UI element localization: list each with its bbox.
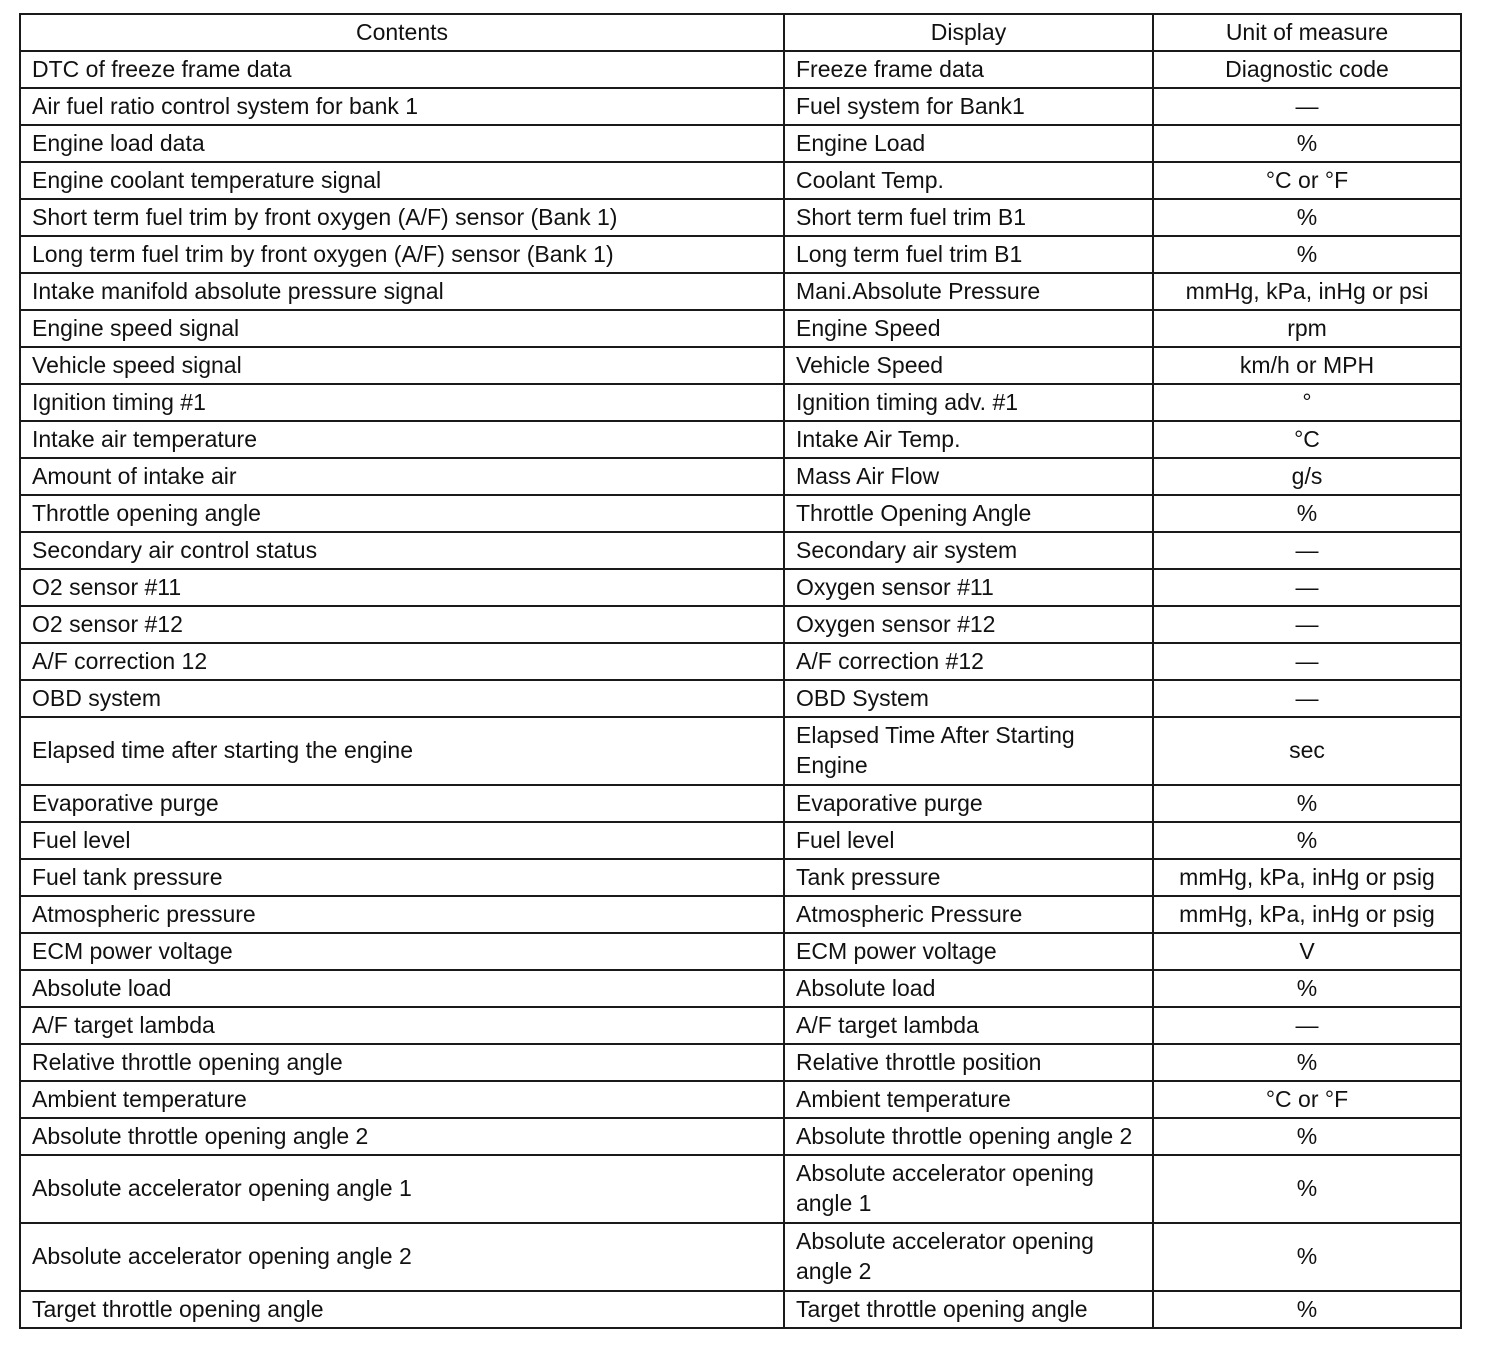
cell-contents: A/F correction 12 <box>20 643 784 680</box>
cell-unit: % <box>1153 1291 1461 1328</box>
table-row <box>20 273 1461 310</box>
cell-unit: rpm <box>1153 310 1461 347</box>
cell-unit: mmHg, kPa, inHg or psi <box>1153 273 1461 310</box>
cell-contents: Long term fuel trim by front oxygen (A/F) sensor (Bank 1) <box>20 236 784 273</box>
cell-display: OBD System <box>784 680 1153 717</box>
cell-unit: mmHg, kPa, inHg or psig <box>1153 859 1461 896</box>
cell-unit: % <box>1153 1044 1461 1081</box>
table-row <box>20 1007 1461 1044</box>
cell-unit: ° <box>1153 384 1461 421</box>
cell-display: Absolute load <box>784 970 1153 1007</box>
cell-contents: Absolute accelerator opening angle 2 <box>20 1223 784 1291</box>
cell-contents: A/F target lambda <box>20 1007 784 1044</box>
table-row <box>20 532 1461 569</box>
table-row <box>20 859 1461 896</box>
cell-display: ECM power voltage <box>784 933 1153 970</box>
cell-display: Coolant Temp. <box>784 162 1153 199</box>
cell-contents: O2 sensor #12 <box>20 606 784 643</box>
table-row <box>20 384 1461 421</box>
cell-unit: °C or °F <box>1153 162 1461 199</box>
cell-unit: sec <box>1153 717 1461 785</box>
cell-display: Ambient temperature <box>784 1081 1153 1118</box>
cell-unit: % <box>1153 1118 1461 1155</box>
cell-display: Engine Load <box>784 125 1153 162</box>
cell-contents: Engine load data <box>20 125 784 162</box>
table-row <box>20 1223 1461 1291</box>
cell-unit: % <box>1153 785 1461 822</box>
cell-contents: Secondary air control status <box>20 532 784 569</box>
cell-display: Fuel system for Bank1 <box>784 88 1153 125</box>
cell-display: Oxygen sensor #12 <box>784 606 1153 643</box>
cell-display: A/F target lambda <box>784 1007 1153 1044</box>
cell-contents: Evaporative purge <box>20 785 784 822</box>
table-row <box>20 970 1461 1007</box>
table-row <box>20 162 1461 199</box>
table-row <box>20 1155 1461 1223</box>
table-row <box>20 1044 1461 1081</box>
table-body <box>20 51 1461 1328</box>
cell-contents: Intake air temperature <box>20 421 784 458</box>
cell-display: Target throttle opening angle <box>784 1291 1153 1328</box>
cell-display: Throttle Opening Angle <box>784 495 1153 532</box>
cell-contents: Relative throttle opening angle <box>20 1044 784 1081</box>
table-row <box>20 1291 1461 1328</box>
header-display: Display <box>784 14 1153 51</box>
cell-contents: Absolute load <box>20 970 784 1007</box>
cell-contents: Amount of intake air <box>20 458 784 495</box>
cell-contents: Fuel tank pressure <box>20 859 784 896</box>
table-row <box>20 199 1461 236</box>
cell-unit: — <box>1153 643 1461 680</box>
freeze-frame-table <box>19 13 1462 1329</box>
cell-unit: % <box>1153 199 1461 236</box>
cell-unit: % <box>1153 125 1461 162</box>
cell-display: A/F correction #12 <box>784 643 1153 680</box>
cell-display: Absolute accelerator opening angle 1 <box>784 1155 1153 1223</box>
table-row <box>20 1118 1461 1155</box>
cell-unit: — <box>1153 680 1461 717</box>
cell-contents: Elapsed time after starting the engine <box>20 717 784 785</box>
table-row <box>20 458 1461 495</box>
cell-unit: % <box>1153 236 1461 273</box>
cell-display: Freeze frame data <box>784 51 1153 88</box>
cell-contents: Engine coolant temperature signal <box>20 162 784 199</box>
cell-display: Atmospheric Pressure <box>784 896 1153 933</box>
cell-display: Fuel level <box>784 822 1153 859</box>
cell-display: Absolute throttle opening angle 2 <box>784 1118 1153 1155</box>
cell-unit: — <box>1153 532 1461 569</box>
cell-unit: mmHg, kPa, inHg or psig <box>1153 896 1461 933</box>
table-row <box>20 822 1461 859</box>
cell-contents: Absolute accelerator opening angle 1 <box>20 1155 784 1223</box>
table-row <box>20 347 1461 384</box>
cell-display: Oxygen sensor #11 <box>784 569 1153 606</box>
header-unit: Unit of measure <box>1153 14 1461 51</box>
cell-display: Mani.Absolute Pressure <box>784 273 1153 310</box>
cell-display: Vehicle Speed <box>784 347 1153 384</box>
cell-contents: Engine speed signal <box>20 310 784 347</box>
cell-contents: OBD system <box>20 680 784 717</box>
cell-unit: % <box>1153 822 1461 859</box>
cell-unit: V <box>1153 933 1461 970</box>
table-row <box>20 51 1461 88</box>
table-row <box>20 495 1461 532</box>
table-row <box>20 125 1461 162</box>
table-row <box>20 606 1461 643</box>
table-row <box>20 785 1461 822</box>
table-row <box>20 421 1461 458</box>
cell-contents: Intake manifold absolute pressure signal <box>20 273 784 310</box>
table-row <box>20 236 1461 273</box>
table-row <box>20 933 1461 970</box>
header-row <box>20 14 1461 51</box>
cell-contents: Atmospheric pressure <box>20 896 784 933</box>
cell-unit: °C <box>1153 421 1461 458</box>
cell-contents: ECM power voltage <box>20 933 784 970</box>
cell-contents: Throttle opening angle <box>20 495 784 532</box>
table-row <box>20 569 1461 606</box>
cell-unit: km/h or MPH <box>1153 347 1461 384</box>
cell-contents: DTC of freeze frame data <box>20 51 784 88</box>
cell-display: Relative throttle position <box>784 1044 1153 1081</box>
cell-contents: O2 sensor #11 <box>20 569 784 606</box>
cell-display: Intake Air Temp. <box>784 421 1153 458</box>
cell-display: Elapsed Time After Starting Engine <box>784 717 1153 785</box>
cell-display: Long term fuel trim B1 <box>784 236 1153 273</box>
cell-display: Mass Air Flow <box>784 458 1153 495</box>
cell-contents: Air fuel ratio control system for bank 1 <box>20 88 784 125</box>
table-row <box>20 310 1461 347</box>
table-row <box>20 680 1461 717</box>
cell-unit: — <box>1153 1007 1461 1044</box>
cell-unit: g/s <box>1153 458 1461 495</box>
table-row <box>20 896 1461 933</box>
cell-contents: Ambient temperature <box>20 1081 784 1118</box>
cell-unit: — <box>1153 606 1461 643</box>
cell-contents: Target throttle opening angle <box>20 1291 784 1328</box>
cell-display: Ignition timing adv. #1 <box>784 384 1153 421</box>
table-row <box>20 88 1461 125</box>
cell-display: Tank pressure <box>784 859 1153 896</box>
cell-display: Secondary air system <box>784 532 1153 569</box>
cell-contents: Absolute throttle opening angle 2 <box>20 1118 784 1155</box>
header-contents: Contents <box>20 14 784 51</box>
table-row <box>20 643 1461 680</box>
cell-unit: °C or °F <box>1153 1081 1461 1118</box>
cell-contents: Short term fuel trim by front oxygen (A/F) sensor (Bank 1) <box>20 199 784 236</box>
cell-unit: % <box>1153 1223 1461 1291</box>
cell-display: Short term fuel trim B1 <box>784 199 1153 236</box>
cell-display: Absolute accelerator opening angle 2 <box>784 1223 1153 1291</box>
cell-display: Evaporative purge <box>784 785 1153 822</box>
table-row <box>20 1081 1461 1118</box>
cell-unit: — <box>1153 88 1461 125</box>
table-row <box>20 717 1461 785</box>
cell-contents: Fuel level <box>20 822 784 859</box>
cell-display: Engine Speed <box>784 310 1153 347</box>
cell-unit: — <box>1153 569 1461 606</box>
cell-unit: % <box>1153 495 1461 532</box>
cell-unit: % <box>1153 1155 1461 1223</box>
cell-contents: Vehicle speed signal <box>20 347 784 384</box>
cell-contents: Ignition timing #1 <box>20 384 784 421</box>
cell-unit: % <box>1153 970 1461 1007</box>
cell-unit: Diagnostic code <box>1153 51 1461 88</box>
